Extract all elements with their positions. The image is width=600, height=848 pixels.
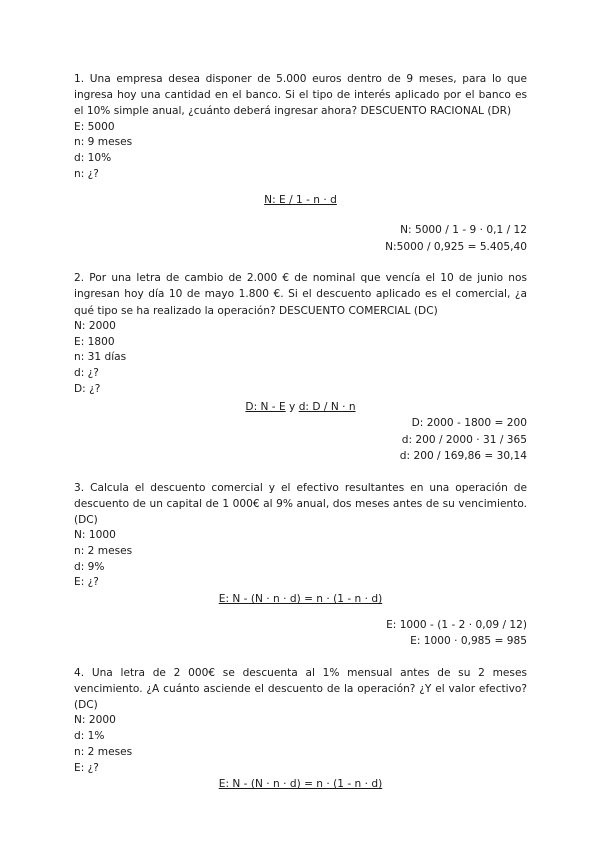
given-value: E: ¿? xyxy=(74,576,99,589)
problem-3 xyxy=(74,480,527,650)
given-value: n: 2 meses xyxy=(74,745,133,758)
given-value: E: 1800 xyxy=(74,335,115,348)
problem-statement: 3. Calcula el descuento comercial y el efectivo resultantes en una operación de descuento de un capital de 1 000€ al 9% anual, dos meses antes de su vencimiento.(DC) xyxy=(74,481,527,526)
given-value: E: ¿? xyxy=(74,761,99,774)
calculation-step: N:5000 / 0,925 = 5.405,40 xyxy=(385,240,527,253)
given-value: d: 1% xyxy=(74,730,105,743)
calculation-step: d: 200 / 169,86 = 30,14 xyxy=(399,450,527,463)
given-value: n: ¿? xyxy=(74,167,99,180)
given-value: n: 9 meses xyxy=(74,136,133,149)
formula-text: d: D / N · n xyxy=(298,401,356,414)
calculation-step: N: 5000 / 1 - 9 · 0,1 / 12 xyxy=(400,224,527,237)
problem-statement: 4. Una letra de 2 000€ se descuenta al 1% mensual antes de su 2 meses vencimiento. ¿A cuánto asciende el descuento de la operación? ¿Y el valor efectivo? (DC) xyxy=(74,666,527,712)
formula xyxy=(74,399,527,415)
formula xyxy=(74,192,527,208)
calculation-step: E: 1000 - (1 - 2 · 0,09 / 12) xyxy=(386,619,527,631)
formula xyxy=(74,776,527,792)
given-value: N: 1000 xyxy=(74,529,116,542)
formula-text: D: N - E xyxy=(245,401,286,414)
given-value: D: ¿? xyxy=(74,382,101,395)
formula-connector: y xyxy=(285,401,299,414)
calculation-step: D: 2000 - 1800 = 200 xyxy=(411,417,527,430)
formula-text: E: N - (N · n · d) = n · (1 - n · d) xyxy=(218,593,383,605)
problem-4 xyxy=(74,665,527,792)
given-value: n: 31 días xyxy=(74,351,127,364)
problem-statement: 2. Por una letra de cambio de 2.000 € de nominal que vencía el 10 de junio nos ingresan hoy día 10 de mayo 1.800 €. Si el descuento aplicado es el comercial, ¿a qué tipo se ha realizado la operación? DESCUENTO COMERCIAL (DC) xyxy=(74,272,527,317)
document-page xyxy=(74,71,527,792)
problem-1 xyxy=(74,71,527,255)
formula xyxy=(74,591,527,607)
calculation-step: d: 200 / 2000 · 31 / 365 xyxy=(401,433,527,446)
problem-2 xyxy=(74,270,527,464)
calculation-step: E: 1000 · 0,985 = 985 xyxy=(410,635,527,648)
given-value: E: 5000 xyxy=(74,120,115,133)
formula-text: N: E / 1 - n · d xyxy=(264,194,337,207)
problem-statement: 1. Una empresa desea disponer de 5.000 euros dentro de 9 meses, para lo que ingresa hoy una cantidad en el banco. Si el tipo de interés aplicado por el banco es el 10% simple anual, ¿cuánto deberá ingresar ahora? DESCUENTO RACIONAL (DR) xyxy=(74,73,527,118)
given-value: d: 10% xyxy=(74,152,112,165)
given-value: d: 9% xyxy=(74,560,105,573)
given-value: n: 2 meses xyxy=(74,544,133,557)
given-value: N: 2000 xyxy=(74,319,116,332)
given-value: d: ¿? xyxy=(74,366,99,379)
given-value: N: 2000 xyxy=(74,714,116,727)
formula-text: E: N - (N · n · d) = n · (1 - n · d) xyxy=(218,778,383,791)
